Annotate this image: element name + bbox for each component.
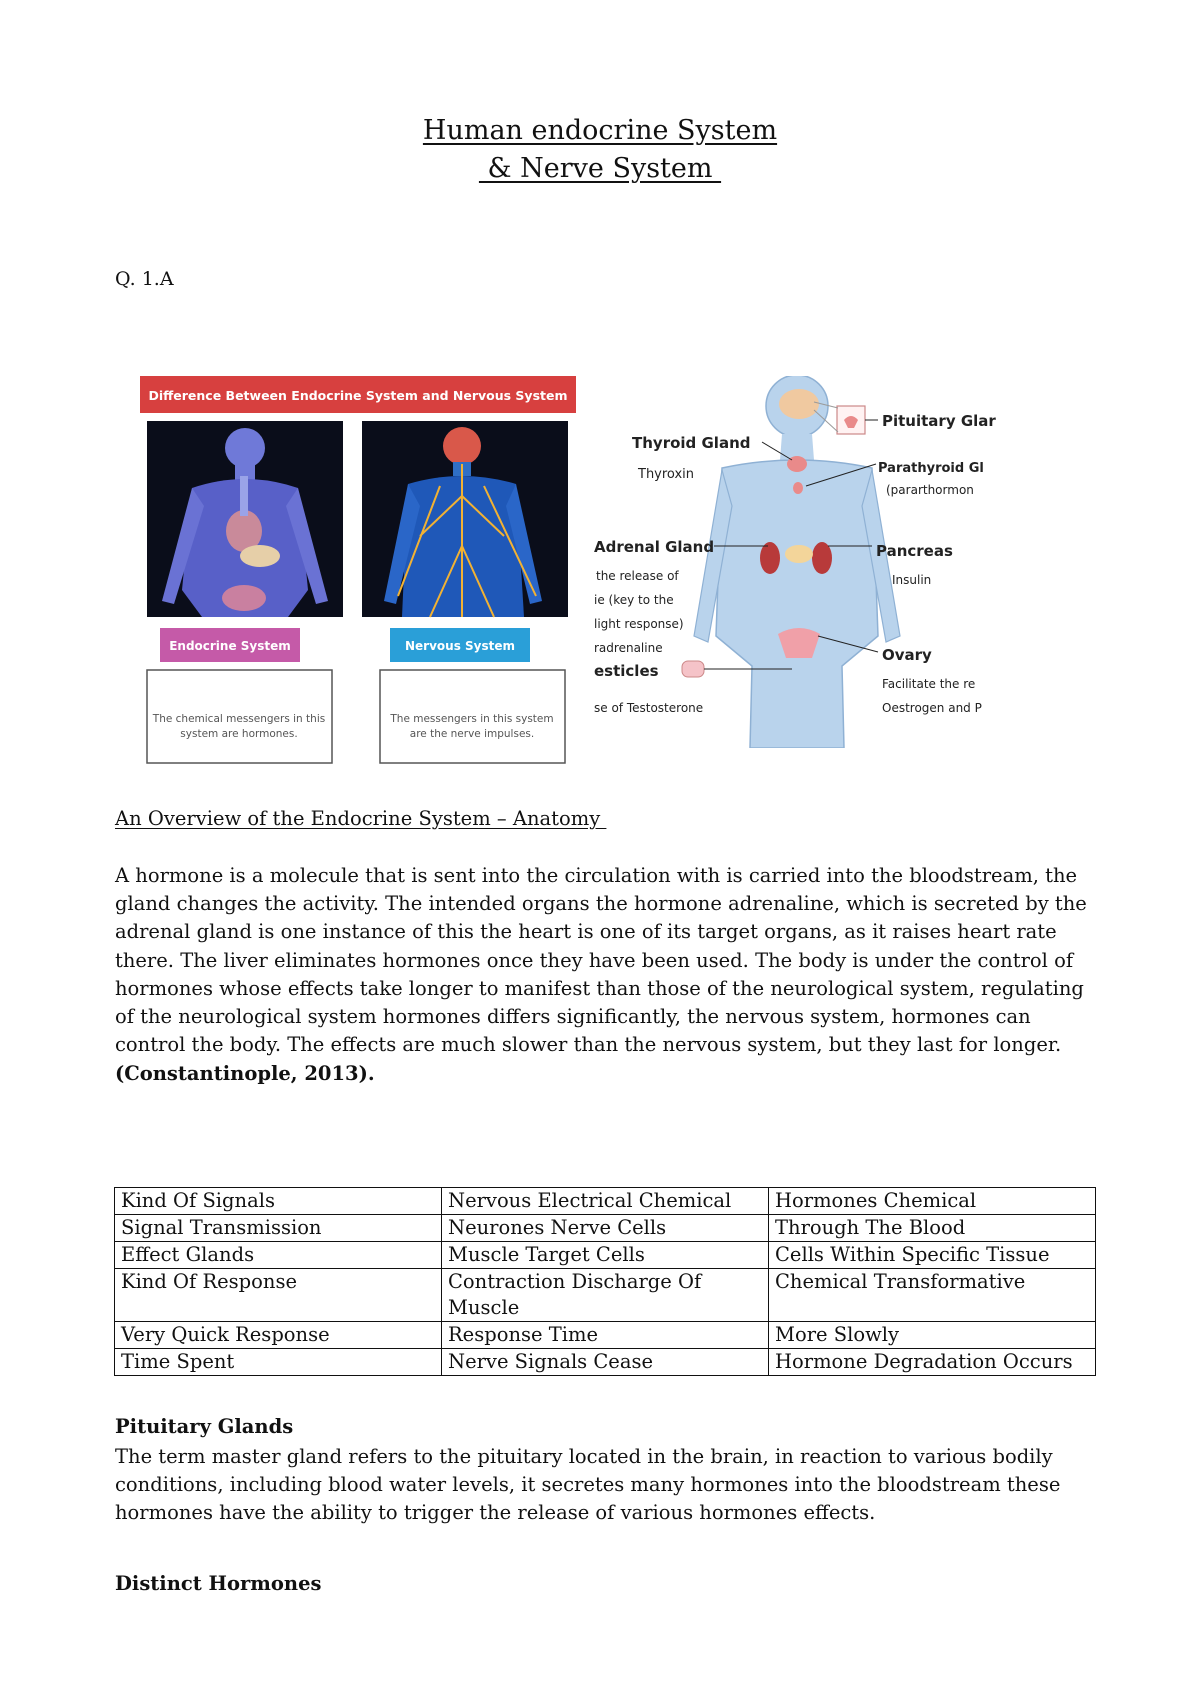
table-cell: Nerve Signals Cease [442, 1349, 769, 1376]
table-row [115, 1269, 1096, 1322]
kidney-right-shape [812, 542, 832, 574]
table-cell: Signal Transmission [115, 1215, 442, 1242]
parathyroid-label: Parathyroid Gl [878, 461, 984, 476]
parathyroid-hormone-label: (pararthormon [886, 483, 974, 497]
adrenal-label: Adrenal Gland [594, 538, 715, 556]
adrenal-note-1: the release of [596, 569, 679, 583]
table-cell: More Slowly [769, 1322, 1096, 1349]
table-cell: Hormones Chemical [769, 1188, 1096, 1215]
table-cell: Nervous Electrical Chemical [442, 1188, 769, 1215]
testicles-label: esticles [594, 662, 659, 680]
thyroid-label: Thyroid Gland [632, 434, 751, 452]
kidney-left-shape [760, 542, 780, 574]
table-row [115, 1188, 1096, 1215]
pituitary-heading: Pituitary Glands [115, 1415, 294, 1438]
endocrine-body-image [147, 421, 343, 617]
nervous-caption-line-2: are the nerve impulses. [409, 728, 535, 740]
table-row [115, 1349, 1096, 1376]
figure-banner-text: Difference Between Endocrine System and Nervous System [148, 388, 568, 403]
table-cell: Neurones Nerve Cells [442, 1215, 769, 1242]
endocrine-caption-line-1: The chemical messengers in this [152, 713, 326, 725]
pancreas-label: Pancreas [876, 542, 953, 560]
question-label: Q. 1.A [115, 268, 174, 290]
table-cell: Kind Of Signals [115, 1188, 442, 1215]
figures-row [140, 376, 1010, 768]
table-cell: Kind Of Response [115, 1269, 442, 1322]
parathyroid-gland-shape [793, 482, 803, 494]
testicle-shape [682, 661, 704, 677]
distinct-hormones-heading: Distinct Hormones [115, 1572, 322, 1595]
table-cell: Hormone Degradation Occurs [769, 1349, 1096, 1376]
table-cell: Muscle Target Cells [442, 1242, 769, 1269]
pituitary-paragraph: The term master gland refers to the pituitary located in the brain, in reaction to various bodily conditions, including blood water levels, it secretes many hormones into the bloodstream these hormones have the ability to trigger the release of various hormones effects. [115, 1445, 1061, 1525]
ovary-note-1: Facilitate the re [882, 677, 976, 691]
table-cell: Time Spent [115, 1349, 442, 1376]
title-line-1: Human endocrine System [422, 115, 778, 146]
adrenal-note-2: ie (key to the [594, 593, 674, 607]
endocrine-tag-text: Endocrine System [169, 639, 291, 653]
endocrine-caption-line-2: system are hormones. [180, 728, 298, 740]
table-cell: Cells Within Specific Tissue [769, 1242, 1096, 1269]
endocrine-vs-nervous-figure [140, 376, 576, 768]
table-cell: Through The Blood [769, 1215, 1096, 1242]
table-row [115, 1322, 1096, 1349]
table-cell: Chemical Transformative [769, 1269, 1096, 1322]
nervous-body-image [362, 421, 568, 617]
page-title [0, 112, 1200, 188]
nervous-caption-line-1: The messengers in this system [390, 713, 554, 725]
adrenal-note-4: radrenaline [594, 641, 663, 655]
pituitary-label: Pituitary Glar [882, 412, 996, 430]
ovary-label: Ovary [882, 646, 932, 664]
pancreas-hormone-label: Insulin [892, 573, 932, 587]
table-row [115, 1215, 1096, 1242]
table-row [115, 1242, 1096, 1269]
title-line-2: & Nerve System [478, 153, 722, 184]
overview-paragraph: A hormone is a molecule that is sent into the circulation with is carried into the bloodstream, the gland changes the activity. The intended organs the hormone adrenaline, which is secreted by the adrenal gland is one instance of this the heart is one of its target organs, as it raises heart rate there. The liver eliminates hormones once they have been used. The body is under the control of hormones whose effects take longer to manifest than those of the neurological system, regulating of the neurological system hormones differs significantly, the nervous system, hormones can control the body. The effects are much slower than the nervous system, but they last for longer. [115, 864, 1087, 1057]
pancreas-shape [785, 545, 813, 563]
thyroid-hormone-label: Thyroxin [638, 467, 695, 482]
endocrine-glands-diagram [592, 376, 1152, 748]
testicles-note: se of Testosterone [594, 701, 704, 715]
citation: (Constantinople, 2013). [115, 1062, 375, 1085]
table-cell: Very Quick Response [115, 1322, 442, 1349]
nervous-tag-text: Nervous System [404, 639, 516, 653]
comparison-table [114, 1187, 1096, 1376]
table-cell: Response Time [442, 1322, 769, 1349]
table-cell: Effect Glands [115, 1242, 442, 1269]
ovary-note-2: Oestrogen and P [882, 701, 982, 715]
table-cell: Contraction Discharge Of Muscle [442, 1269, 769, 1322]
adrenal-note-3: light response) [594, 617, 684, 631]
overview-heading: An Overview of the Endocrine System – Anatomy [115, 807, 607, 830]
